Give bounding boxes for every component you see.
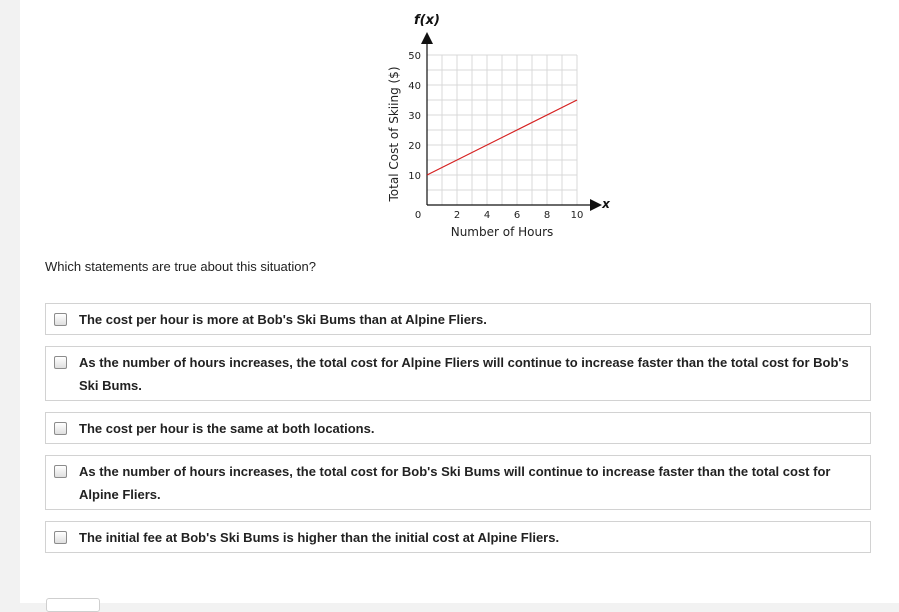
question-panel [20, 0, 899, 603]
x-tick-label: 6 [513, 210, 521, 221]
x-tick-label: 4 [483, 210, 491, 221]
question-text: Which statements are true about this situation? [45, 259, 316, 274]
y-tick-label: 40 [408, 81, 421, 92]
y-axis-label: Total Cost of Skiing ($) [387, 66, 401, 202]
option-2[interactable] [45, 346, 871, 401]
chart-axes [421, 32, 602, 211]
x-axis-label: Number of Hours [450, 225, 554, 239]
option-3[interactable] [45, 412, 871, 444]
option-1-checkbox[interactable] [54, 313, 67, 326]
x-tick-label: 2 [453, 210, 461, 221]
option-2-checkbox[interactable] [54, 356, 67, 369]
origin-label: 0 [414, 210, 422, 221]
option-5-checkbox[interactable] [54, 531, 67, 544]
chart-ticks [408, 51, 583, 221]
x-axis-arrow [590, 199, 602, 211]
option-5[interactable] [45, 521, 871, 553]
option-4-label[interactable]: As the number of hours increases, the total cost for Bob's Ski Bums will continue to increase faster than the total cost for Alpine Fliers. [79, 464, 831, 502]
option-2-label[interactable]: As the number of hours increases, the total cost for Alpine Fliers will continue to increase faster than the total cost for Bob's Ski Bums. [79, 355, 849, 393]
option-3-label[interactable]: The cost per hour is the same at both locations. [79, 421, 375, 436]
cost-chart [360, 6, 640, 246]
option-1-label[interactable]: The cost per hour is more at Bob's Ski Bums than at Alpine Fliers. [79, 312, 487, 327]
y-tick-label: 30 [408, 111, 421, 122]
option-5-label[interactable]: The initial fee at Bob's Ski Bums is higher than the initial cost at Alpine Fliers. [79, 530, 560, 545]
y-tick-label: 20 [408, 141, 421, 152]
chart-grid [427, 55, 577, 205]
option-4-checkbox[interactable] [54, 465, 67, 478]
option-1[interactable] [45, 303, 871, 335]
y-axis-arrow [421, 32, 433, 44]
next-button[interactable] [46, 598, 100, 612]
chart-svg [360, 6, 640, 246]
y-tick-label: 10 [408, 171, 421, 182]
y-tick-label: 50 [408, 51, 421, 62]
x-tick-label: 8 [543, 210, 551, 221]
option-3-checkbox[interactable] [54, 422, 67, 435]
option-4[interactable] [45, 455, 871, 510]
x-tick-label: 10 [570, 210, 584, 221]
x-axis-variable: x [602, 197, 610, 211]
function-label: f(x) [414, 13, 440, 28]
